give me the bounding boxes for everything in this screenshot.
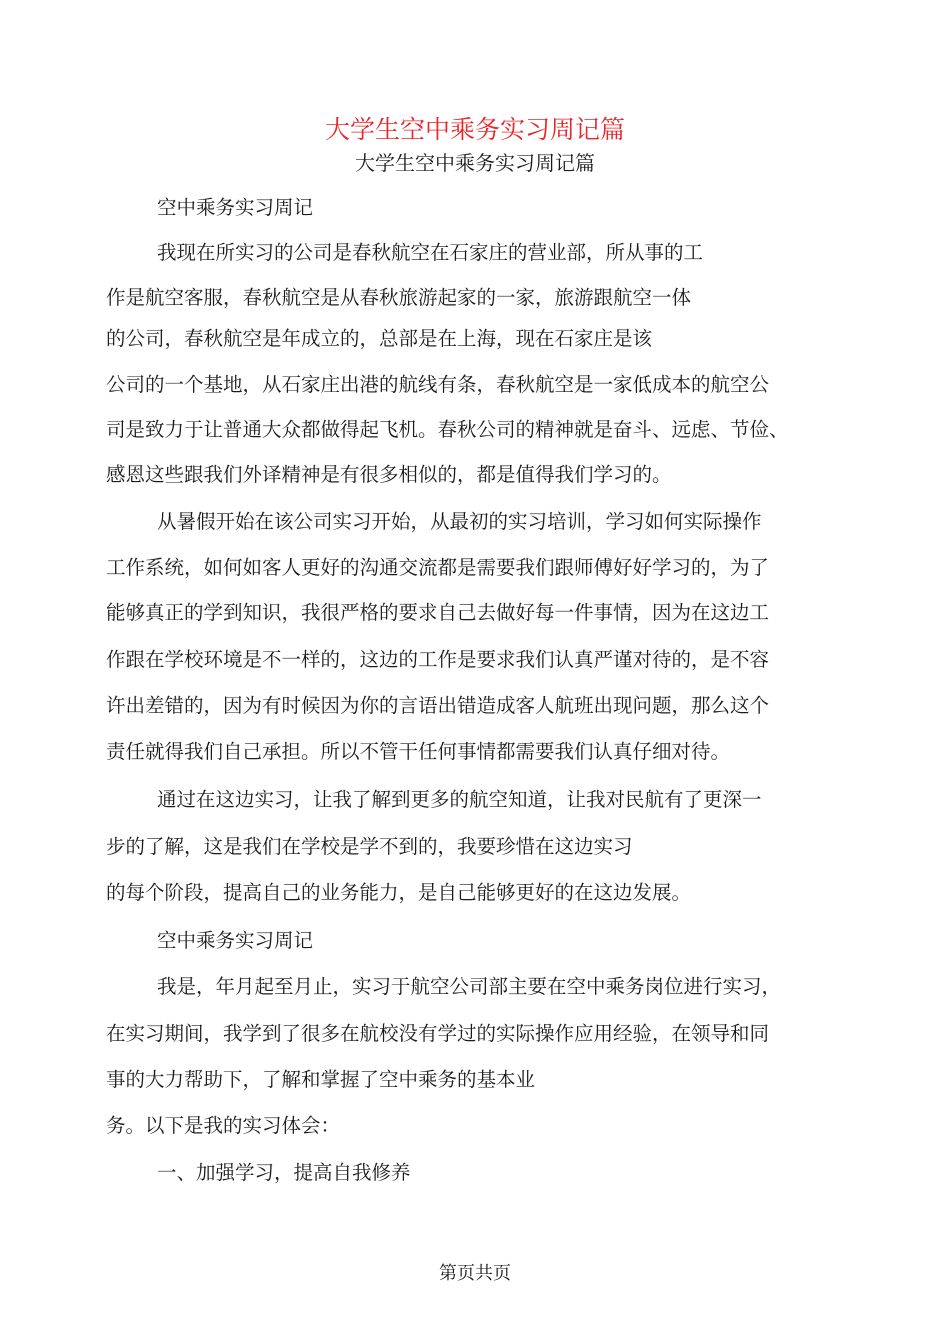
paragraph-line: 务。以下是我的实习体会：: [106, 1114, 341, 1137]
paragraph-line: 工作系统，如何如客人更好的沟通交流都是需要我们跟师傅好好学习的，为了: [106, 556, 770, 579]
section-heading: 空中乘务实习周记: [157, 196, 314, 219]
paragraph-line: 步的了解，这是我们在学校是学不到的，我要珍惜在这边实习: [106, 835, 633, 858]
paragraph-line: 司是致力于让普通大众都做得起飞机。春秋公司的精神就是奋斗、远虑、节俭、: [106, 418, 789, 441]
section-heading: 空中乘务实习周记: [157, 929, 314, 952]
paragraph-line: 我是，年月起至月止，实习于航空公司部主要在空中乘务岗位进行实习，: [157, 975, 782, 998]
paragraph-line: 从暑假开始在该公司实习开始，从最初的实习培训，学习如何实际操作: [157, 510, 762, 533]
paragraph-line: 在实习期间，我学到了很多在航校没有学过的实际操作应用经验，在领导和同: [106, 1022, 770, 1045]
paragraph-line: 许出差错的，因为有时候因为你的言语出错造成客人航班出现问题，那么这个: [106, 694, 770, 717]
paragraph-line: 责任就得我们自己承担。所以不管干任何事情都需要我们认真仔细对待。: [106, 740, 731, 763]
paragraph-line: 我现在所实习的公司是春秋航空在石家庄的营业部，所从事的工: [157, 241, 704, 264]
page-footer: 第页共页: [439, 1263, 511, 1284]
paragraph-line: 能够真正的学到知识，我很严格的要求自己去做好每一件事情，因为在这边工: [106, 601, 770, 624]
paragraph-line: 事的大力帮助下，了解和掌握了空中乘务的基本业: [106, 1068, 536, 1091]
paragraph-line: 通过在这边实习，让我了解到更多的航空知道，让我对民航有了更深一: [157, 788, 762, 811]
list-heading: 一、加强学习，提高自我修养: [157, 1161, 411, 1184]
document-title: 大学生空中乘务实习周记篇: [324, 115, 625, 144]
paragraph-line: 感恩这些跟我们外译精神是有很多相似的，都是值得我们学习的。: [106, 463, 672, 486]
paragraph-line: 作跟在学校环境是不一样的，这边的工作是要求我们认真严谨对待的，是不容: [106, 648, 770, 671]
paragraph-line: 作是航空客服，春秋航空是从春秋旅游起家的一家，旅游跟航空一体: [106, 286, 692, 309]
paragraph-line: 的公司，春秋航空是年成立的，总部是在上海，现在石家庄是该: [106, 327, 653, 350]
document-subtitle: 大学生空中乘务实习周记篇: [355, 151, 595, 175]
paragraph-line: 的每个阶段，提高自己的业务能力，是自己能够更好的在这边发展。: [106, 881, 692, 904]
paragraph-line: 公司的一个基地，从石家庄出港的航线有条，春秋航空是一家低成本的航空公: [106, 373, 770, 396]
